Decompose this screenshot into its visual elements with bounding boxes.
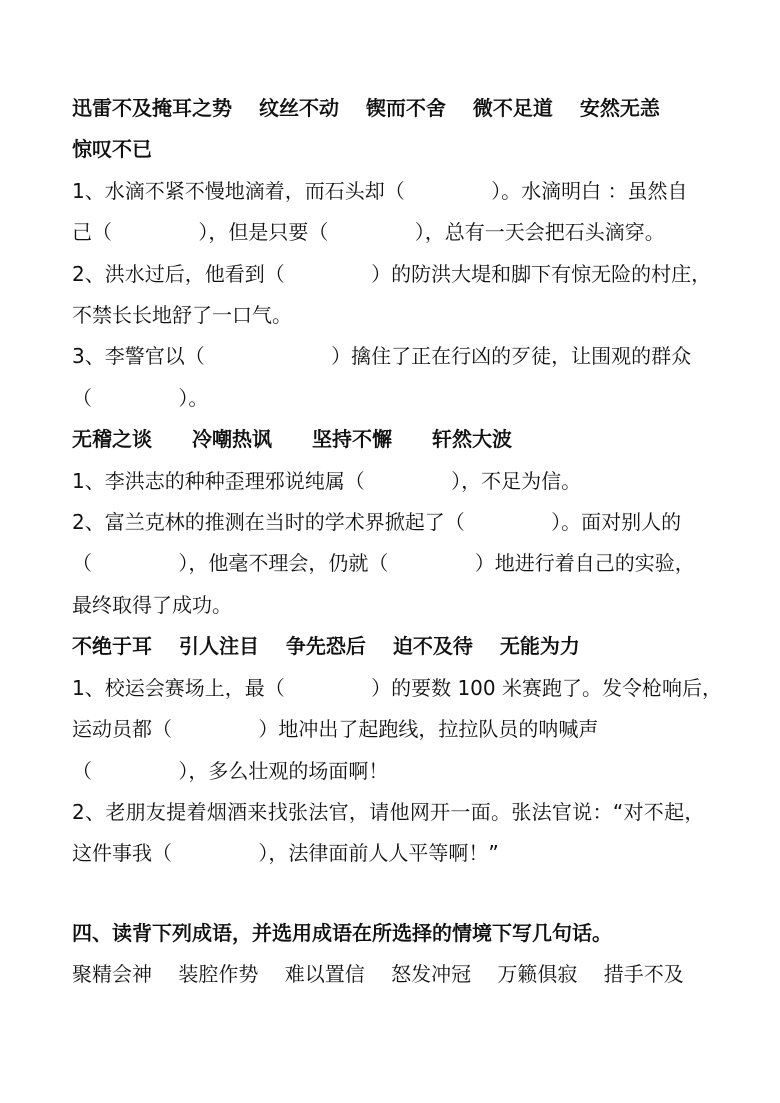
question-5-line-1: 2、富兰克林的推测在当时的学术界掀起了（ ）。面对别人的 [72, 510, 682, 535]
question-3-line-1: 3、李警官以（ ）擒住了正在行凶的歹徒，让围观的群众 [72, 344, 692, 369]
worksheet [72, 88, 722, 996]
question-4-line-1: 1、李洪志的种种歪理邪说纯属（ ），不足为信。 [72, 468, 582, 493]
idiom-list-1-cont: 惊叹不已 [72, 137, 152, 162]
question-1-line-2: 己（ ），但是只要（ ），总有一天会把石头滴穿。 [72, 220, 665, 245]
question-2-line-1: 2、洪水过后，他看到（ ）的防洪大堤和脚下有惊无险的村庄， [72, 261, 712, 286]
question-7-line-2: 这件事我（ ），法律面前人人平等啊！” [72, 841, 499, 866]
question-5-line-2: （ ），他毫不理会，仍就（ ）地进行着自己的实验， [72, 551, 695, 576]
idiom-list-1: 迅雷不及掩耳之势 纹丝不动 锲而不舍 微不足道 安然无恙 [72, 96, 660, 120]
question-6-line-2: 运动员都（ ）地冲出了起跑线，拉拉队员的呐喊声 [72, 717, 599, 742]
idiom-list-2: 无稽之谈 冷嘲热讽 坚持不懈 轩然大波 [72, 427, 512, 452]
idiom-list-3: 不绝于耳 引人注目 争先恐后 迫不及待 无能为力 [72, 634, 580, 659]
question-2-line-2: 不禁长长地舒了一口气。 [72, 303, 292, 328]
question-6-line-3: （ ），多么壮观的场面啊！ [72, 758, 389, 783]
section-spacer [72, 875, 722, 913]
question-1-line-1: 1、水滴不紧不慢地滴着，而石头却（ ）。水滴明白 ：虽然自 [72, 178, 688, 203]
idiom-list-4: 聚精会神 装腔作势 难以置信 怒发冲冠 万籁俱寂 措手不及 [72, 962, 684, 987]
section-4-heading: 四、读背下列成语，并选用成语在所选择的情境下写几句话。 [72, 920, 612, 945]
question-5-line-3: 最终取得了成功。 [72, 592, 232, 617]
question-3-line-2: （ ）。 [72, 385, 209, 410]
question-6-line-1: 1、校运会赛场上，最（ ）的要数 100 米赛跑了。发令枪响后， [72, 675, 722, 700]
question-7-line-1: 2、老朋友提着烟酒来找张法官，请他网开一面。张法官说：“对不起， [72, 799, 705, 824]
